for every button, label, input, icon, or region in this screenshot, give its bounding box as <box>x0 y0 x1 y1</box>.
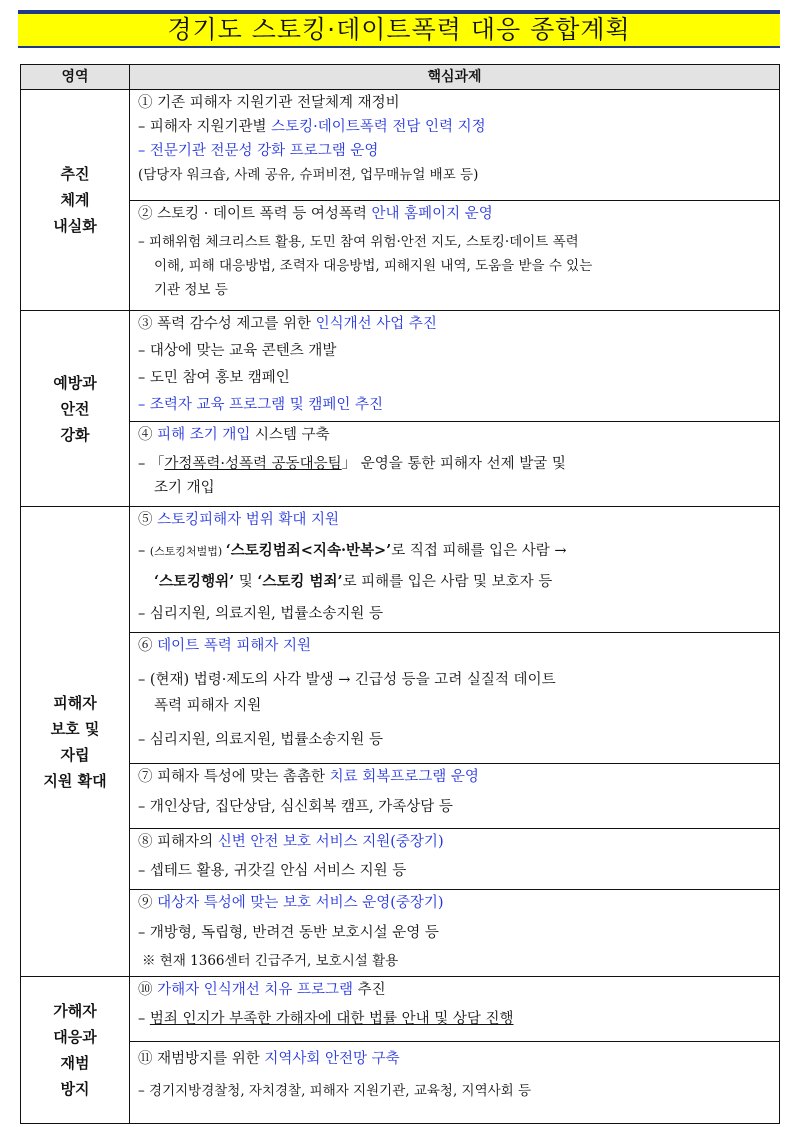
area-line: 추진 <box>60 165 90 183</box>
task-detail: – (스토킹처벌법) ‘스토킹범죄<지속·반복>’로 직접 피해를 입은 사람 → <box>138 542 567 559</box>
task-detail: ‘스토킹행위’ 및 ‘스토킹 범죄’로 피해를 입은 사람 및 보호자 등 <box>154 573 553 590</box>
task-detail: – 전문기관 전문성 강화 프로그램 운영 <box>138 143 379 159</box>
task-8 <box>130 829 779 890</box>
task-7 <box>130 764 779 829</box>
task-detail: – 개방형, 독립형, 반려견 동반 보호시설 운영 등 <box>138 925 439 941</box>
task-detail: 조기 개입 <box>154 480 215 496</box>
area-line: 안전 <box>60 399 90 418</box>
task-list <box>130 90 779 310</box>
group-victim-support <box>21 507 779 977</box>
task-heading: ⑧ 피해자의 신변 안전 보호 서비스 지원(중장기) <box>138 834 444 850</box>
area-line: 피해자 <box>53 693 97 712</box>
group-prevention <box>21 311 779 507</box>
group-offender <box>21 977 779 1123</box>
task-detail: – 심리지원, 의료지원, 법률소송지원 등 <box>138 606 384 622</box>
task-6 <box>130 633 779 764</box>
task-5 <box>130 507 779 633</box>
area-line: 가해자 <box>53 1002 97 1020</box>
task-detail: 기관 정보 등 <box>154 282 228 298</box>
task-detail: (담당자 워크숍, 사례 공유, 슈퍼비젼, 업무매뉴얼 배포 등) <box>138 167 479 183</box>
task-detail: – 조력자 교육 프로그램 및 캠페인 추진 <box>138 397 384 413</box>
page-title: 경기도 스토킹·데이트폭력 대응 종합계획 <box>18 14 780 46</box>
area-line: 대응과 <box>53 1028 97 1046</box>
task-heading: ③ 폭력 감수성 제고를 위한 인식개선 사업 추진 <box>138 316 437 332</box>
table-header <box>21 65 779 90</box>
task-detail: – 도민 참여 홍보 캠페인 <box>138 370 290 386</box>
task-heading: ⑪ 재범방지를 위한 지역사회 안전망 구축 <box>138 1051 400 1067</box>
task-list <box>130 311 779 506</box>
task-2 <box>130 201 779 310</box>
task-detail: – 범죄 인지가 부족한 가해자에 대한 법률 안내 및 상담 진행 <box>138 1011 514 1027</box>
task-detail: 이해, 피해 대응방법, 조력자 대응방법, 피해지원 내역, 도움을 받을 수 있는 <box>154 258 593 274</box>
area-line: 재범 <box>60 1054 90 1072</box>
task-detail: – 대상에 맞는 교육 콘텐츠 개발 <box>138 343 337 359</box>
task-4 <box>130 422 779 506</box>
area-line: 방지 <box>60 1080 90 1098</box>
area-label-system <box>21 90 130 310</box>
task-heading: ⑥ 데이트 폭력 피해자 지원 <box>138 638 312 654</box>
task-list <box>130 977 779 1123</box>
task-heading: ⑨ 대상자 특성에 맞는 보호 서비스 운영(중장기) <box>138 895 444 911</box>
task-heading: ② 스토킹 · 데이트 폭력 등 여성폭력 안내 홈페이지 운영 <box>138 206 493 222</box>
area-label-offender <box>21 977 130 1123</box>
header-area: 영역 <box>21 65 130 89</box>
task-9 <box>130 890 779 976</box>
area-line: 자립 <box>60 745 90 764</box>
header-tasks: 핵심과제 <box>427 69 482 85</box>
task-detail: – (현재) 법령·제도의 사각 발생 → 긴급성 등을 고려 실질적 데이트 <box>138 672 556 688</box>
task-heading: ④ 피해 조기 개입 시스템 구축 <box>138 427 330 443</box>
task-detail: 폭력 피해자 지원 <box>154 698 262 714</box>
task-heading: ⑦ 피해자 특성에 맞는 촘촘한 치료 회복프로그램 운영 <box>138 769 479 785</box>
task-note: ※ 현재 1366센터 긴급주거, 보호시설 활용 <box>142 953 399 969</box>
task-detail: – 피해위험 체크리스트 활용, 도민 참여 위험·안전 지도, 스토킹·데이트 폭력 <box>138 234 579 250</box>
task-heading: ⑩ 가해자 인식개선 치유 프로그램 추진 <box>138 982 386 998</box>
area-line: 예방과 <box>53 373 97 392</box>
task-11 <box>130 1042 779 1123</box>
task-detail: – 경기지방경찰청, 자치경찰, 피해자 지원기관, 교육청, 지역사회 등 <box>138 1083 532 1099</box>
task-3 <box>130 311 779 422</box>
task-detail: – 개인상담, 집단상담, 심신회복 캠프, 가족상담 등 <box>138 799 453 815</box>
task-1 <box>130 90 779 201</box>
title-banner <box>18 10 780 48</box>
area-line: 체계 <box>60 191 90 209</box>
task-detail: – 피해자 지원기관별 스토킹·데이트폭력 전담 인력 지정 <box>138 119 486 135</box>
plan-table <box>20 64 780 1124</box>
task-heading: ⑤ 스토킹피해자 범위 확대 지원 <box>138 512 340 528</box>
task-detail: – 셉테드 활용, 귀갓길 안심 서비스 지원 등 <box>138 863 407 879</box>
task-10 <box>130 977 779 1042</box>
area-line: 강화 <box>60 425 90 444</box>
title-bottom-rule <box>18 46 780 48</box>
area-label-prevention <box>21 311 130 506</box>
group-system <box>21 90 779 311</box>
area-label-victim <box>21 507 130 976</box>
task-detail: – 심리지원, 의료지원, 법률소송지원 등 <box>138 732 384 748</box>
area-line: 보호 및 <box>50 719 100 738</box>
area-line: 지원 확대 <box>43 771 107 790</box>
area-line: 내실화 <box>53 217 97 235</box>
task-list <box>130 507 779 976</box>
task-detail: – 「가정폭력·성폭력 공동대응팀」 운영을 통한 피해자 선제 발굴 및 <box>138 456 566 472</box>
task-heading: ① 기존 피해자 지원기관 전달체계 재정비 <box>138 95 400 111</box>
